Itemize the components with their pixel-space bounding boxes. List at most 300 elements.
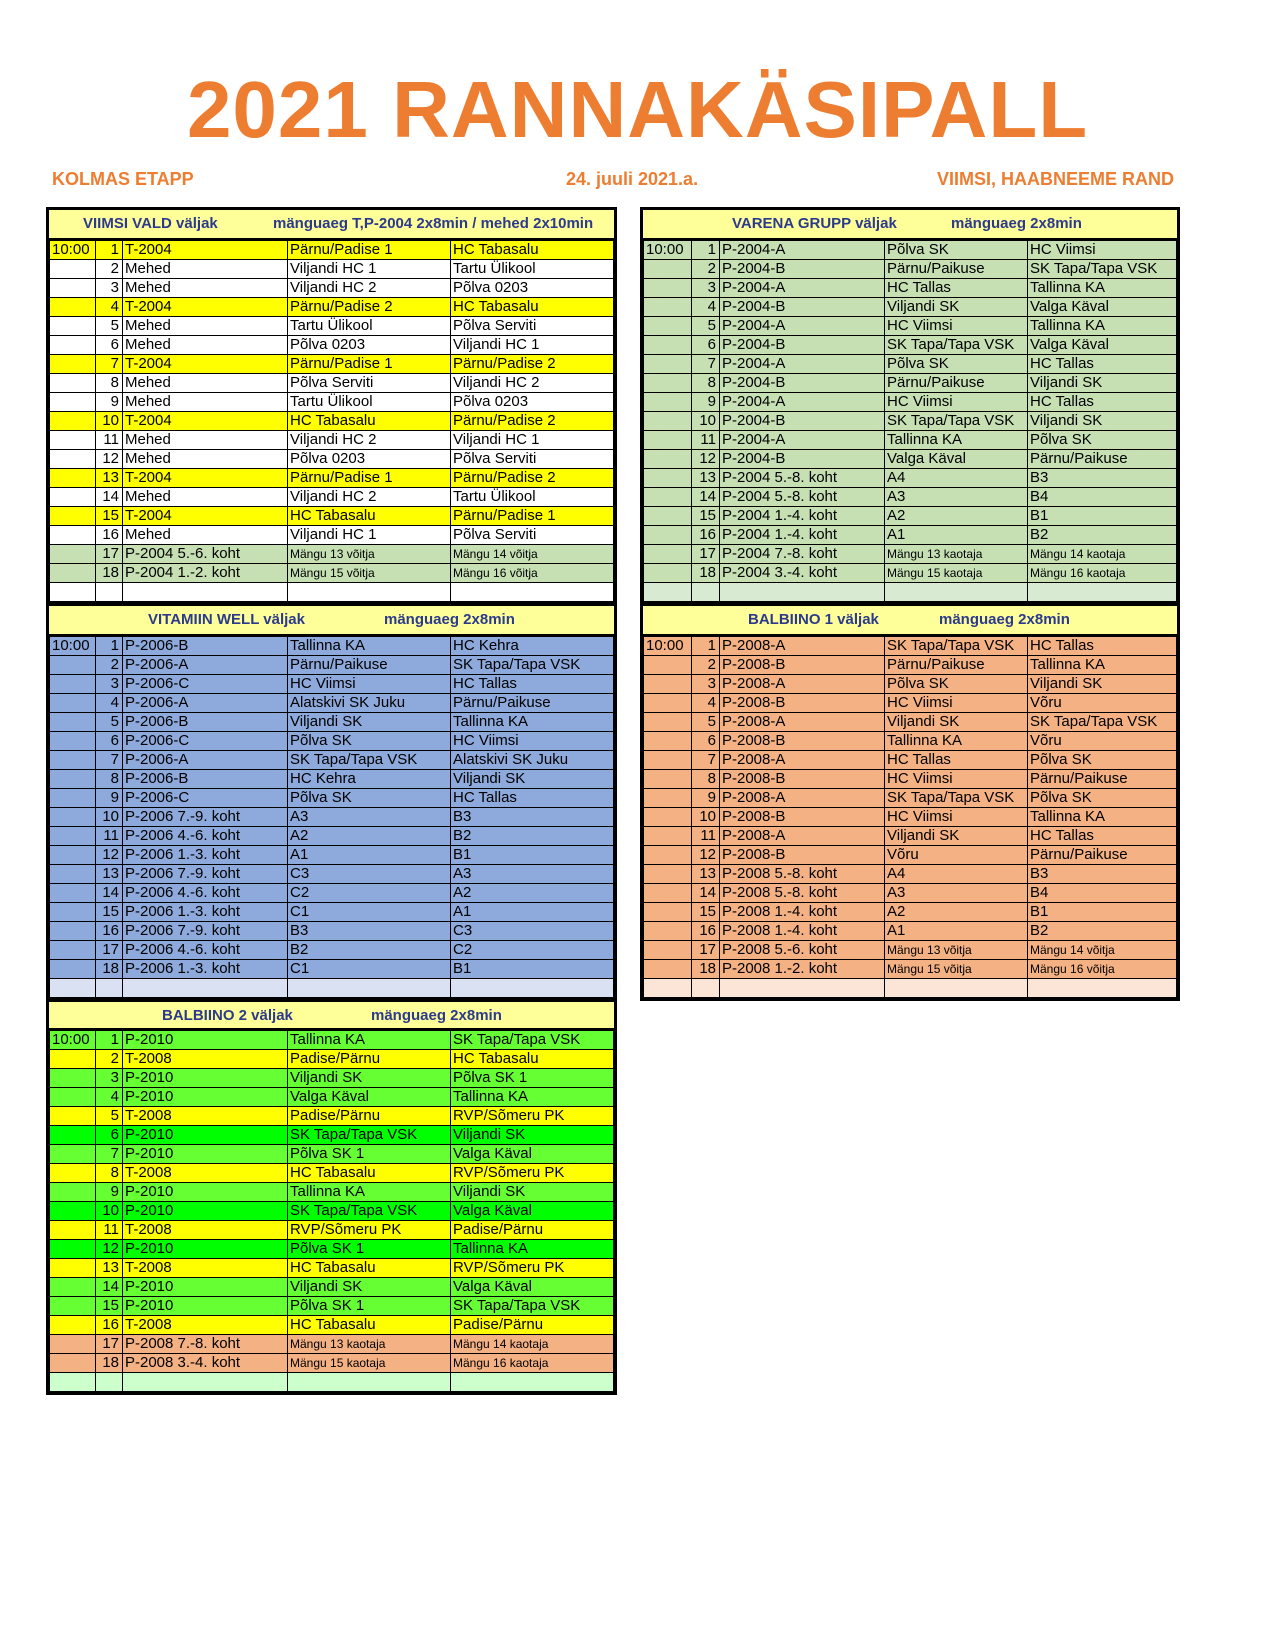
match-class: P-2008-A: [720, 789, 885, 808]
match-row: [50, 903, 614, 922]
match-row: [644, 298, 1177, 317]
match-number: 14: [96, 488, 123, 507]
match-number: 12: [96, 846, 123, 865]
balbiino-2-field-panel: [46, 999, 617, 1395]
home-team: C2: [288, 884, 451, 903]
match-row: [50, 412, 614, 431]
match-row: [50, 241, 614, 260]
match-time: [50, 507, 96, 526]
home-team: SK Tapa/Tapa VSK: [288, 1126, 451, 1145]
match-time: [50, 1202, 96, 1221]
match-number: 14: [96, 1278, 123, 1297]
match-class: P-2006 4.-6. koht: [123, 941, 288, 960]
match-class: P-2008-B: [720, 770, 885, 789]
match-number: 1: [96, 637, 123, 656]
match-row: [50, 941, 614, 960]
match-number: 17: [96, 941, 123, 960]
match-row: [50, 1088, 614, 1107]
match-class: P-2008 3.-4. koht: [123, 1354, 288, 1373]
away-team: B1: [451, 960, 614, 979]
match-number: 2: [96, 260, 123, 279]
match-row: [50, 1221, 614, 1240]
home-team: C1: [288, 960, 451, 979]
home-team: Viljandi HC 2: [288, 431, 451, 450]
match-time: 10:00: [50, 637, 96, 656]
match-time: [50, 1164, 96, 1183]
home-team: Mängu 15 võitja: [288, 564, 451, 583]
match-class: [123, 583, 288, 602]
match-time: [644, 751, 692, 770]
match-time: [50, 545, 96, 564]
match-number: 18: [96, 960, 123, 979]
match-time: [50, 1335, 96, 1354]
match-number: 18: [96, 1354, 123, 1373]
match-time: [644, 564, 692, 583]
away-team: B3: [451, 808, 614, 827]
away-team: Pärnu/Paikuse: [1028, 846, 1177, 865]
match-time: [644, 336, 692, 355]
match-number: [692, 979, 720, 998]
match-number: 3: [96, 1069, 123, 1088]
match-class: P-2010: [123, 1145, 288, 1164]
match-time: [50, 1354, 96, 1373]
match-row: [50, 865, 614, 884]
match-row: [644, 979, 1177, 998]
away-team: B4: [1028, 884, 1177, 903]
match-class: P-2004-B: [720, 260, 885, 279]
match-class: Mehed: [123, 431, 288, 450]
match-class: [720, 979, 885, 998]
away-team: Viljandi HC 2: [451, 374, 614, 393]
match-row: [644, 469, 1177, 488]
home-team: Viljandi HC 2: [288, 488, 451, 507]
away-team: Tallinna KA: [451, 713, 614, 732]
away-team: Viljandi SK: [451, 1183, 614, 1202]
match-time: [644, 374, 692, 393]
away-team: Viljandi SK: [451, 1126, 614, 1145]
match-number: 1: [96, 241, 123, 260]
match-row: [50, 1145, 614, 1164]
match-class: P-2004 7.-8. koht: [720, 545, 885, 564]
home-team: Mängu 15 võitja: [885, 960, 1028, 979]
match-class: P-2006 4.-6. koht: [123, 884, 288, 903]
game-duration: mänguaeg 2x8min: [384, 611, 515, 628]
match-time: [50, 1126, 96, 1145]
game-duration: mänguaeg 2x8min: [951, 215, 1082, 232]
match-number: 12: [692, 846, 720, 865]
home-team: Tartu Ülikool: [288, 317, 451, 336]
panel-heading: [49, 210, 614, 240]
match-class: P-2008 1.-2. koht: [720, 960, 885, 979]
match-row: [50, 1240, 614, 1259]
match-row: [50, 846, 614, 865]
away-team: Mängu 16 kaotaja: [451, 1354, 614, 1373]
home-team: HC Tallas: [885, 751, 1028, 770]
away-team: Padise/Pärnu: [451, 1316, 614, 1335]
match-row: [644, 431, 1177, 450]
match-class: T-2004: [123, 507, 288, 526]
match-number: 2: [96, 656, 123, 675]
schedule-table: [49, 636, 614, 998]
match-row: [644, 545, 1177, 564]
match-number: 8: [692, 770, 720, 789]
away-team: HC Tabasalu: [451, 298, 614, 317]
match-time: [50, 960, 96, 979]
match-class: P-2008 5.-6. koht: [720, 941, 885, 960]
varena-grupp-field-panel: [640, 207, 1180, 605]
match-number: 5: [96, 317, 123, 336]
match-time: [644, 526, 692, 545]
home-team: Tallinna KA: [288, 1031, 451, 1050]
away-team: B3: [1028, 865, 1177, 884]
match-time: [50, 732, 96, 751]
away-team: Mängu 14 võitja: [1028, 941, 1177, 960]
match-time: [50, 1183, 96, 1202]
match-number: 2: [692, 260, 720, 279]
home-team: A2: [885, 507, 1028, 526]
match-class: Mehed: [123, 279, 288, 298]
match-number: 15: [96, 1297, 123, 1316]
away-team: A2: [451, 884, 614, 903]
away-team: Padise/Pärnu: [451, 1221, 614, 1240]
away-team: Valga Käval: [1028, 298, 1177, 317]
match-time: [50, 526, 96, 545]
away-team: B2: [1028, 526, 1177, 545]
match-number: 11: [96, 1221, 123, 1240]
home-team: Viljandi SK: [885, 713, 1028, 732]
home-team: Alatskivi SK Juku: [288, 694, 451, 713]
home-team: Põlva SK: [288, 789, 451, 808]
match-class: Mehed: [123, 450, 288, 469]
match-number: 6: [692, 732, 720, 751]
away-team: Mängu 14 kaotaja: [1028, 545, 1177, 564]
match-class: P-2008 1.-4. koht: [720, 903, 885, 922]
match-time: [50, 941, 96, 960]
match-class: P-2008-A: [720, 713, 885, 732]
match-time: [50, 1278, 96, 1297]
match-time: [50, 770, 96, 789]
match-row: [644, 770, 1177, 789]
home-team: Padise/Pärnu: [288, 1107, 451, 1126]
home-team: Pärnu/Padise 1: [288, 355, 451, 374]
match-number: 13: [96, 469, 123, 488]
match-number: 17: [692, 545, 720, 564]
away-team: Pärnu/Padise 2: [451, 469, 614, 488]
match-number: 10: [96, 1202, 123, 1221]
away-team: SK Tapa/Tapa VSK: [451, 1031, 614, 1050]
home-team: Valga Käval: [288, 1088, 451, 1107]
away-team: Tallinna KA: [451, 1088, 614, 1107]
home-team: A1: [885, 526, 1028, 545]
match-row: [50, 564, 614, 583]
home-team: Tallinna KA: [885, 732, 1028, 751]
home-team: Põlva 0203: [288, 336, 451, 355]
away-team: HC Tabasalu: [451, 241, 614, 260]
schedule-table: [643, 240, 1177, 602]
match-number: 8: [96, 770, 123, 789]
match-class: T-2008: [123, 1107, 288, 1126]
match-class: P-2004-A: [720, 317, 885, 336]
match-row: [644, 564, 1177, 583]
match-class: P-2006-A: [123, 751, 288, 770]
match-number: 15: [96, 903, 123, 922]
match-class: T-2004: [123, 469, 288, 488]
match-number: 4: [96, 298, 123, 317]
match-number: 18: [692, 564, 720, 583]
home-team: B3: [288, 922, 451, 941]
match-time: [644, 355, 692, 374]
home-team: Tallinna KA: [288, 1183, 451, 1202]
home-team: HC Tabasalu: [288, 412, 451, 431]
home-team: Pärnu/Paikuse: [288, 656, 451, 675]
away-team: Tallinna KA: [1028, 279, 1177, 298]
match-row: [50, 1031, 614, 1050]
match-row: [644, 694, 1177, 713]
match-row: [50, 770, 614, 789]
match-class: P-2010: [123, 1069, 288, 1088]
match-number: 7: [692, 355, 720, 374]
match-class: T-2008: [123, 1164, 288, 1183]
match-class: P-2008-A: [720, 637, 885, 656]
match-time: [50, 1050, 96, 1069]
match-time: [644, 732, 692, 751]
away-team: Mängu 14 kaotaja: [451, 1335, 614, 1354]
match-class: Mehed: [123, 336, 288, 355]
match-time: [644, 469, 692, 488]
home-team: Põlva Serviti: [288, 374, 451, 393]
away-team: Mängu 16 võitja: [1028, 960, 1177, 979]
away-team: [1028, 583, 1177, 602]
match-class: P-2010: [123, 1202, 288, 1221]
match-time: [644, 545, 692, 564]
match-time: [644, 583, 692, 602]
home-team: Tallinna KA: [288, 637, 451, 656]
home-team: A2: [885, 903, 1028, 922]
home-team: Viljandi HC 2: [288, 279, 451, 298]
match-number: 15: [96, 507, 123, 526]
home-team: Põlva SK: [885, 241, 1028, 260]
away-team: Pärnu/Paikuse: [1028, 450, 1177, 469]
home-team: HC Tabasalu: [288, 1316, 451, 1335]
match-time: [50, 675, 96, 694]
game-duration: mänguaeg 2x8min: [371, 1007, 502, 1024]
match-row: [50, 808, 614, 827]
home-team: HC Tallas: [885, 279, 1028, 298]
match-time: [644, 431, 692, 450]
match-time: [50, 808, 96, 827]
match-time: [50, 694, 96, 713]
away-team: Põlva SK: [1028, 431, 1177, 450]
match-row: [50, 884, 614, 903]
match-time: [644, 675, 692, 694]
match-time: [50, 1221, 96, 1240]
away-team: Põlva SK: [1028, 789, 1177, 808]
match-class: P-2008-B: [720, 846, 885, 865]
match-class: P-2004-B: [720, 374, 885, 393]
field-name: VARENA GRUPP väljak: [732, 215, 897, 232]
match-number: 12: [692, 450, 720, 469]
away-team: Põlva Serviti: [451, 526, 614, 545]
match-number: 17: [96, 1335, 123, 1354]
home-team: HC Viimsi: [288, 675, 451, 694]
match-number: 14: [96, 884, 123, 903]
match-number: 16: [96, 1316, 123, 1335]
match-class: P-2004 5.-6. koht: [123, 545, 288, 564]
match-number: 9: [96, 1183, 123, 1202]
match-time: [644, 412, 692, 431]
away-team: Mängu 16 võitja: [451, 564, 614, 583]
match-class: P-2006 7.-9. koht: [123, 865, 288, 884]
away-team: HC Tallas: [451, 675, 614, 694]
match-class: P-2008-B: [720, 732, 885, 751]
match-time: [644, 488, 692, 507]
match-class: Mehed: [123, 317, 288, 336]
away-team: Põlva SK 1: [451, 1069, 614, 1088]
match-row: [50, 450, 614, 469]
away-team: [451, 979, 614, 998]
match-time: [50, 583, 96, 602]
match-row: [50, 1335, 614, 1354]
away-team: Tallinna KA: [1028, 317, 1177, 336]
away-team: SK Tapa/Tapa VSK: [1028, 260, 1177, 279]
match-number: 1: [96, 1031, 123, 1050]
away-team: Viljandi HC 1: [451, 431, 614, 450]
match-row: [50, 656, 614, 675]
match-number: 4: [96, 694, 123, 713]
match-row: [50, 1259, 614, 1278]
match-class: P-2010: [123, 1240, 288, 1259]
match-number: 6: [692, 336, 720, 355]
match-number: 10: [96, 808, 123, 827]
match-class: P-2004 3.-4. koht: [720, 564, 885, 583]
match-time: [644, 770, 692, 789]
home-team: HC Tabasalu: [288, 1259, 451, 1278]
vitamiin-well-field-panel: [46, 603, 617, 1001]
home-team: Viljandi HC 1: [288, 260, 451, 279]
match-time: [50, 393, 96, 412]
match-number: 9: [96, 789, 123, 808]
match-time: [50, 412, 96, 431]
match-row: [50, 960, 614, 979]
panel-heading: [49, 1002, 614, 1030]
match-row: [50, 526, 614, 545]
home-team: Pärnu/Paikuse: [885, 374, 1028, 393]
home-team: Pärnu/Padise 1: [288, 241, 451, 260]
match-time: [644, 279, 692, 298]
home-team: Pärnu/Padise 2: [288, 298, 451, 317]
home-team: HC Viimsi: [885, 770, 1028, 789]
match-class: P-2004 1.-2. koht: [123, 564, 288, 583]
away-team: HC Tallas: [1028, 355, 1177, 374]
match-class: P-2010: [123, 1297, 288, 1316]
schedule-table: [49, 1030, 614, 1392]
match-row: [50, 751, 614, 770]
match-time: [50, 431, 96, 450]
match-time: [50, 564, 96, 583]
match-number: 16: [96, 922, 123, 941]
match-class: T-2008: [123, 1259, 288, 1278]
location-label: VIIMSI, HAABNEEME RAND: [936, 169, 1174, 189]
match-time: [644, 393, 692, 412]
match-row: [644, 903, 1177, 922]
away-team: A1: [451, 903, 614, 922]
viimsi-vald-field-panel: [46, 207, 617, 605]
home-team: C3: [288, 865, 451, 884]
match-class: P-2004 5.-8. koht: [720, 469, 885, 488]
home-team: Pärnu/Padise 1: [288, 469, 451, 488]
match-row: [50, 260, 614, 279]
match-number: 7: [96, 355, 123, 374]
match-time: [50, 279, 96, 298]
away-team: Mängu 14 võitja: [451, 545, 614, 564]
match-class: P-2008-A: [720, 827, 885, 846]
panel-heading: [49, 606, 614, 636]
match-time: [644, 922, 692, 941]
away-team: B1: [451, 846, 614, 865]
game-duration: mänguaeg 2x8min: [939, 611, 1070, 628]
home-team: Põlva SK 1: [288, 1240, 451, 1259]
home-team: HC Viimsi: [885, 393, 1028, 412]
match-class: P-2010: [123, 1126, 288, 1145]
match-row: [644, 507, 1177, 526]
match-row: [50, 374, 614, 393]
match-row: [50, 1316, 614, 1335]
match-row: [644, 846, 1177, 865]
match-number: 10: [96, 412, 123, 431]
match-number: 6: [96, 1126, 123, 1145]
match-number: 12: [96, 450, 123, 469]
match-class: P-2008-A: [720, 675, 885, 694]
home-team: A3: [288, 808, 451, 827]
match-number: 11: [96, 431, 123, 450]
away-team: B1: [1028, 903, 1177, 922]
match-time: [50, 260, 96, 279]
away-team: Pärnu/Padise 2: [451, 412, 614, 431]
match-class: P-2010: [123, 1278, 288, 1297]
match-time: [644, 713, 692, 732]
match-time: [50, 469, 96, 488]
match-class: Mehed: [123, 488, 288, 507]
match-number: 6: [96, 732, 123, 751]
away-team: Tartu Ülikool: [451, 260, 614, 279]
balbiino-1-field-panel: [640, 603, 1180, 1001]
match-class: [123, 979, 288, 998]
match-row: [50, 1164, 614, 1183]
match-time: [50, 827, 96, 846]
match-time: [644, 507, 692, 526]
away-team: Pärnu/Paikuse: [1028, 770, 1177, 789]
match-number: 8: [96, 1164, 123, 1183]
match-number: 13: [96, 865, 123, 884]
match-time: [644, 903, 692, 922]
match-time: [644, 960, 692, 979]
away-team: B3: [1028, 469, 1177, 488]
page-title: 2021 RANNAKÄSIPALL: [186, 65, 1089, 154]
home-team: HC Viimsi: [885, 317, 1028, 336]
match-row: [50, 789, 614, 808]
date-label: 24. juuli 2021.a.: [566, 169, 699, 189]
away-team: Pärnu/Padise 2: [451, 355, 614, 374]
match-row: [644, 941, 1177, 960]
match-time: [50, 355, 96, 374]
away-team: C2: [451, 941, 614, 960]
match-class: Mehed: [123, 374, 288, 393]
away-team: RVP/Sõmeru PK: [451, 1164, 614, 1183]
match-time: [50, 903, 96, 922]
home-team: Mängu 13 kaotaja: [885, 545, 1028, 564]
away-team: B4: [1028, 488, 1177, 507]
match-number: 2: [692, 656, 720, 675]
